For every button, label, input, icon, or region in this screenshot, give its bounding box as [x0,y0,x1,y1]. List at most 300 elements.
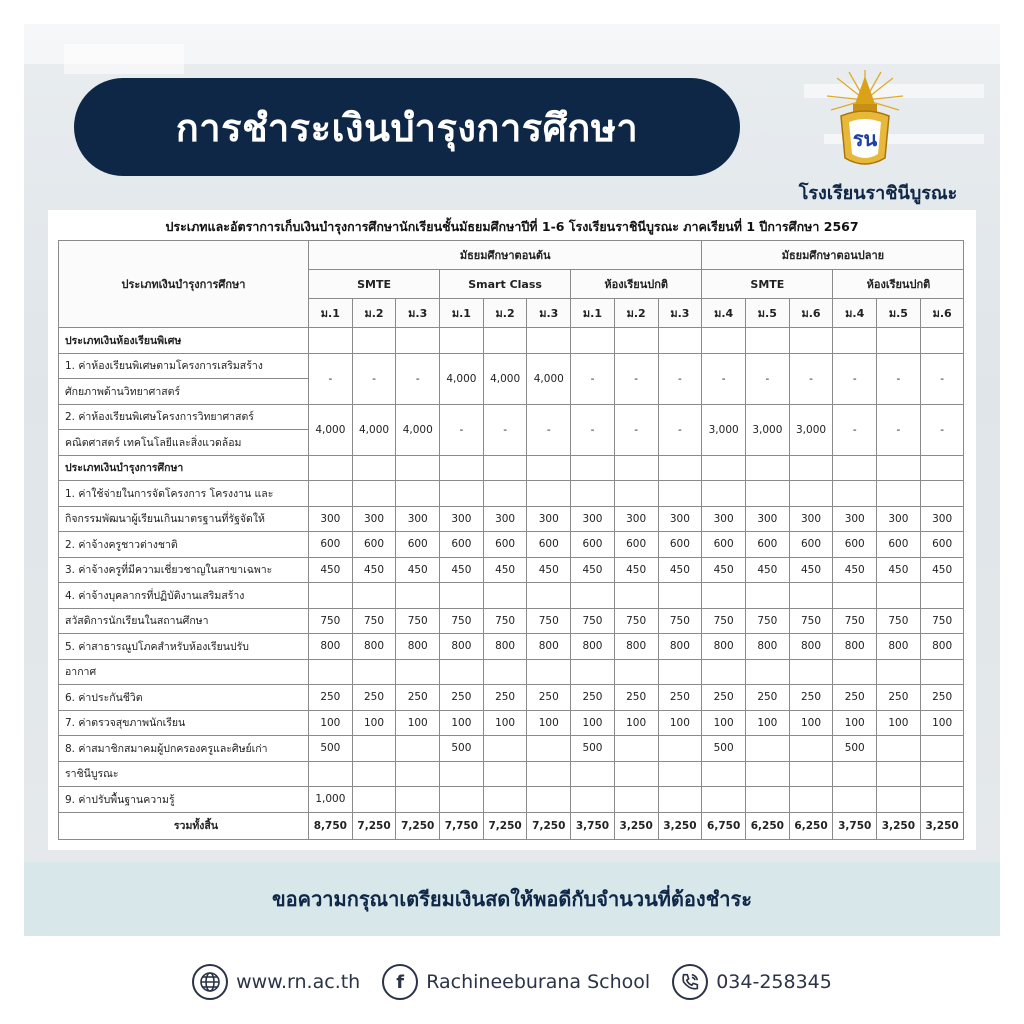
fee-value [833,583,877,609]
fee-value [789,761,833,787]
emblem-letters: รน [852,127,878,151]
fee-value: - [309,353,353,404]
fee-value [702,659,746,685]
fee-value: 300 [527,506,571,532]
fee-value: - [920,353,964,404]
fee-value: 100 [440,710,484,736]
fee-value: 3,000 [789,404,833,455]
fee-value [527,736,571,762]
row-label: 1. ค่าใช้จ่ายในการจัดโครงการ โครงงาน และ [59,481,309,507]
fee-value: 100 [746,710,790,736]
section-heading-row [59,328,964,354]
fee-value [352,736,396,762]
website-text: www.rn.ac.th [236,971,361,993]
fee-value [658,736,702,762]
fee-value [920,659,964,685]
fee-value: 800 [920,634,964,660]
fee-value: - [746,353,790,404]
fee-value: - [877,353,921,404]
fee-value: - [877,404,921,455]
row-label: คณิตศาสตร์ เทคโนโลยีและสิ่งแวดล้อม [59,430,309,456]
total-label: รวมทั้งสิ้น [59,812,309,839]
fee-value: 600 [746,532,790,558]
fee-value: 750 [702,608,746,634]
table-row [59,710,964,736]
fee-value: 4,000 [309,404,353,455]
grade-header: ม.6 [920,299,964,328]
fee-value [527,761,571,787]
fee-value [571,787,615,813]
fee-value [789,481,833,507]
fee-value: - [833,404,877,455]
fee-value [877,761,921,787]
fee-value: 800 [789,634,833,660]
table-row [59,404,964,430]
fee-value: 450 [571,557,615,583]
fee-value: 3,000 [746,404,790,455]
fee-value [396,659,440,685]
grade-header: ม.1 [571,299,615,328]
fee-table-card [48,210,976,850]
fee-value [309,659,353,685]
fee-value [833,787,877,813]
fee-value [352,481,396,507]
total-value: 3,750 [571,812,615,839]
fee-value [920,736,964,762]
fee-value [352,761,396,787]
fee-value [309,761,353,787]
fee-value: 100 [877,710,921,736]
fee-value: 800 [440,634,484,660]
fee-value [483,481,527,507]
row-label: 1. ค่าห้องเรียนพิเศษตามโครงการเสริมสร้าง [59,353,309,379]
grade-header: ม.4 [833,299,877,328]
row-label: กิจกรรมพัฒนาผู้เรียนเกินมาตรฐานที่รัฐจัดให้ [59,506,309,532]
grade-header: ม.3 [396,299,440,328]
row-label: 7. ค่าตรวจสุขภาพนักเรียน [59,710,309,736]
fee-value [920,787,964,813]
fee-value: - [789,353,833,404]
fee-value [396,761,440,787]
fee-value: 100 [702,710,746,736]
fee-value [483,583,527,609]
school-name: โรงเรียนราชินีบูรณะ [798,183,958,204]
phone-text: 034-258345 [716,971,832,993]
fee-value: 600 [877,532,921,558]
table-row [59,557,964,583]
row-label: 9. ค่าปรับพื้นฐานความรู้ [59,787,309,813]
table-row [59,761,964,787]
fee-value [789,659,833,685]
program-header: SMTE [702,270,833,299]
row-label: 2. ค่าห้องเรียนพิเศษโครงการวิทยาศาสตร์ [59,404,309,430]
fee-value: - [920,404,964,455]
fee-value: 600 [658,532,702,558]
section-heading: ประเภทเงินห้องเรียนพิเศษ [59,328,309,354]
fee-value: - [658,404,702,455]
fee-value: 3,000 [702,404,746,455]
fee-value: 750 [483,608,527,634]
fee-value [527,787,571,813]
fee-value [746,761,790,787]
row-label: 6. ค่าประกันชีวิต [59,685,309,711]
fee-value: 100 [658,710,702,736]
row-label: ราชินีบูรณะ [59,761,309,787]
fee-value: 300 [571,506,615,532]
fee-value: 100 [396,710,440,736]
website-link[interactable] [192,964,360,1000]
total-value: 3,750 [833,812,877,839]
fee-value [352,787,396,813]
title-banner [74,78,740,176]
row-label: 3. ค่าจ้างครูที่มีความเชี่ยวชาญในสาขาเฉพาะ [59,557,309,583]
phone-link[interactable] [672,964,832,1000]
lower-secondary-header: มัธยมศึกษาตอนต้น [309,241,702,270]
table-row [59,583,964,609]
grade-header: ม.3 [658,299,702,328]
fee-value: 100 [571,710,615,736]
row-label: 4. ค่าจ้างบุคลากรที่ปฏิบัติงานเสริมสร้าง [59,583,309,609]
fee-value: 250 [877,685,921,711]
fee-value: 500 [702,736,746,762]
fee-value [483,659,527,685]
fee-value: 450 [483,557,527,583]
type-header: ประเภทเงินบำรุงการศึกษา [59,241,309,328]
special-fees-section [59,328,964,456]
fee-value [571,481,615,507]
fee-value: 1,000 [309,787,353,813]
fee-value: 250 [746,685,790,711]
row-label: ศักยภาพด้านวิทยาศาสตร์ [59,379,309,405]
fee-value [702,787,746,813]
fee-value: - [833,353,877,404]
grade-header: ม.5 [877,299,921,328]
fee-value [920,761,964,787]
fee-value: 300 [920,506,964,532]
total-value: 3,250 [614,812,658,839]
fee-value: 450 [309,557,353,583]
fee-value [352,659,396,685]
fee-value: 250 [527,685,571,711]
fee-value: 750 [440,608,484,634]
fee-value: 100 [309,710,353,736]
fee-value: 450 [920,557,964,583]
page-title: การชำระเงินบำรุงการศึกษา [175,105,639,150]
fee-value: 600 [920,532,964,558]
fee-value: 750 [658,608,702,634]
fee-value [658,659,702,685]
fee-value: 300 [614,506,658,532]
fee-value: 450 [877,557,921,583]
fee-value [877,481,921,507]
fee-value: 250 [702,685,746,711]
fee-value: 800 [309,634,353,660]
grade-header: ม.2 [352,299,396,328]
fee-value [396,787,440,813]
fee-value: 600 [396,532,440,558]
fee-value: 450 [658,557,702,583]
row-label: 2. ค่าจ้างครูชาวต่างชาติ [59,532,309,558]
fee-value: - [527,404,571,455]
fee-value: - [440,404,484,455]
globe-icon [192,964,228,1000]
fee-value: 450 [527,557,571,583]
table-row [59,736,964,762]
fee-value: - [352,353,396,404]
fee-value: 800 [658,634,702,660]
fee-value [571,761,615,787]
fee-value [571,583,615,609]
fee-value [658,761,702,787]
row-label: อากาศ [59,659,309,685]
grade-header: ม.5 [746,299,790,328]
fee-value: 100 [483,710,527,736]
fee-value [920,583,964,609]
row-label: สวัสดิการนักเรียนในสถานศึกษา [59,608,309,634]
fee-value [658,583,702,609]
fee-value [746,659,790,685]
fee-value [614,736,658,762]
fee-value: 450 [352,557,396,583]
fee-value [396,736,440,762]
fee-value [702,583,746,609]
fee-value: 300 [877,506,921,532]
fee-value [746,736,790,762]
total-value: 3,250 [658,812,702,839]
grade-header: ม.2 [483,299,527,328]
total-value: 3,250 [877,812,921,839]
contact-footer [0,958,1024,1006]
fee-value: 600 [440,532,484,558]
fee-value [877,583,921,609]
grade-header: ม.6 [789,299,833,328]
fee-value: 4,000 [527,353,571,404]
total-value: 7,250 [352,812,396,839]
fee-value: 4,000 [352,404,396,455]
fee-value: 250 [396,685,440,711]
fee-value [833,481,877,507]
table-row [59,481,964,507]
fee-value [483,736,527,762]
fee-value: 450 [440,557,484,583]
fee-value [352,583,396,609]
fee-value: 100 [833,710,877,736]
fee-value [527,481,571,507]
fee-value [746,481,790,507]
grade-header: ม.4 [702,299,746,328]
fee-value: 250 [440,685,484,711]
fee-value [877,659,921,685]
fee-value: 750 [614,608,658,634]
table-row [59,532,964,558]
fee-value: 600 [352,532,396,558]
fee-value [614,481,658,507]
fee-value [877,787,921,813]
fee-value: 600 [309,532,353,558]
fee-value: 300 [746,506,790,532]
fee-value: 800 [833,634,877,660]
fee-value: 450 [789,557,833,583]
fee-value: 750 [877,608,921,634]
fee-value: 100 [789,710,833,736]
fee-value: 300 [483,506,527,532]
fee-value: 300 [789,506,833,532]
fee-value [571,659,615,685]
fee-value: 800 [746,634,790,660]
grade-header: ม.1 [440,299,484,328]
fee-value [614,583,658,609]
table-row [59,608,964,634]
fee-value: 250 [614,685,658,711]
fee-value [440,761,484,787]
fee-value: 450 [702,557,746,583]
total-value: 6,250 [746,812,790,839]
fee-value [789,583,833,609]
fee-value: 300 [352,506,396,532]
fee-value [789,787,833,813]
fee-value: 750 [833,608,877,634]
fee-value: 100 [920,710,964,736]
fee-value [396,583,440,609]
total-row [59,812,964,839]
table-caption: ประเภทและอัตราการเก็บเงินบำรุงการศึกษานักเรียนชั้นมัธยมศึกษาปีที่ 1-6 โรงเรียนราชินีบูรณะ ภาคเรียนที่ 1 ปีการศึกษา 2567 [165,219,859,234]
fee-value: 250 [789,685,833,711]
fee-value: 450 [614,557,658,583]
fee-value: 750 [309,608,353,634]
total-value: 7,750 [440,812,484,839]
fee-value: - [614,353,658,404]
fee-value: 250 [352,685,396,711]
fee-table [58,240,964,840]
fee-value: 300 [833,506,877,532]
fee-value: 800 [702,634,746,660]
fee-value: 250 [833,685,877,711]
fee-value [483,761,527,787]
fee-value: 600 [702,532,746,558]
fee-value [746,583,790,609]
education-fees-section [59,455,964,812]
fee-value: - [702,353,746,404]
fee-value [920,481,964,507]
grade-header: ม.3 [527,299,571,328]
fee-value: 250 [571,685,615,711]
fee-value: 600 [571,532,615,558]
fee-value: 250 [483,685,527,711]
fee-value: 4,000 [440,353,484,404]
fee-value [658,787,702,813]
total-value: 7,250 [527,812,571,839]
facebook-link[interactable] [382,964,650,1000]
fee-value [440,659,484,685]
fee-value: 750 [352,608,396,634]
program-header: SMTE [309,270,440,299]
fee-value: - [658,353,702,404]
fee-value [396,481,440,507]
fee-value: 4,000 [396,404,440,455]
fee-value [702,761,746,787]
table-row [59,353,964,379]
fee-value: 250 [920,685,964,711]
fee-value: 500 [833,736,877,762]
fee-value: - [483,404,527,455]
table-row [59,634,964,660]
fee-value: 600 [833,532,877,558]
fee-value [614,787,658,813]
fee-value: 800 [527,634,571,660]
total-value: 8,750 [309,812,353,839]
fee-value [440,787,484,813]
fee-value: 800 [352,634,396,660]
row-label: 8. ค่าสมาชิกสมาคมผู้ปกครองครูและศิษย์เก่า [59,736,309,762]
fee-value [658,481,702,507]
fee-value: 800 [571,634,615,660]
total-value: 7,250 [483,812,527,839]
fee-value: 300 [658,506,702,532]
fee-value: 600 [614,532,658,558]
fee-value: 300 [702,506,746,532]
fee-value: 750 [571,608,615,634]
fee-value [746,787,790,813]
fee-value: 450 [396,557,440,583]
cash-notice-text: ขอความกรุณาเตรียมเงินสดให้พอดีกับจำนวนที่ต้องชำระ [272,887,752,911]
fee-value [309,481,353,507]
fee-value: 450 [833,557,877,583]
fee-value [440,481,484,507]
total-value: 3,250 [920,812,964,839]
phone-icon [672,964,708,1000]
table-row [59,787,964,813]
school-emblem [823,66,907,176]
fee-value: 800 [614,634,658,660]
fee-value: - [571,353,615,404]
section-heading-row [59,455,964,481]
cash-notice-banner [24,862,1000,936]
program-header: Smart Class [440,270,571,299]
program-header: ห้องเรียนปกติ [833,270,964,299]
fee-value: 800 [396,634,440,660]
facebook-icon: f [382,964,418,1000]
program-header: ห้องเรียนปกติ [571,270,702,299]
fee-value: 300 [440,506,484,532]
fee-value [702,481,746,507]
fee-value [527,659,571,685]
fee-value: 250 [658,685,702,711]
fee-value: 300 [396,506,440,532]
fee-value [309,583,353,609]
fee-value [527,583,571,609]
fee-value: 800 [877,634,921,660]
facebook-text: Rachineeburana School [426,971,651,993]
fee-value [483,787,527,813]
fee-value: 600 [789,532,833,558]
fee-value [614,761,658,787]
fee-value: 300 [309,506,353,532]
fee-value [833,761,877,787]
fee-value: 500 [309,736,353,762]
fee-value: 750 [746,608,790,634]
fee-value: - [571,404,615,455]
fee-value: 750 [920,608,964,634]
fee-value [877,736,921,762]
fee-value: - [614,404,658,455]
total-value: 7,250 [396,812,440,839]
fee-value: 250 [309,685,353,711]
total-value: 6,250 [789,812,833,839]
fee-value: 500 [571,736,615,762]
row-label: 5. ค่าสาธารณูปโภคสำหรับห้องเรียนปรับ [59,634,309,660]
fee-value [614,659,658,685]
fee-value: 750 [789,608,833,634]
